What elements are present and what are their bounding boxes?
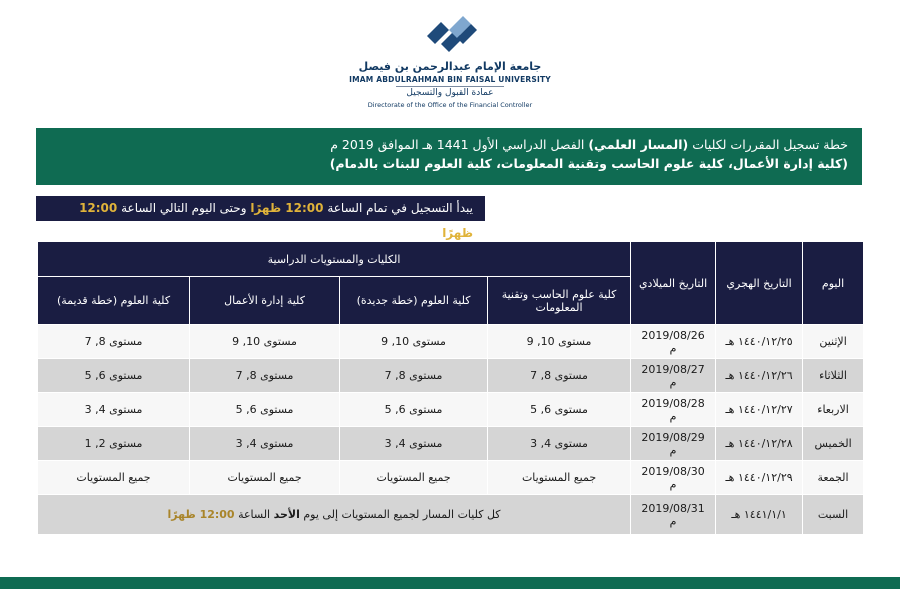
cell-science-new: مستوى 6, 5: [340, 393, 488, 427]
university-name-en: IMAM ABDULRAHMAN BIN FAISAL UNIVERSITY: [349, 75, 551, 84]
header-college-science-old: كلية العلوم (خطة قديمة): [38, 277, 190, 325]
cell-hijri: ١٤٤٠/١٢/٢٨ هـ: [716, 427, 803, 461]
cell-hijri: ١٤٤١/١/١ هـ: [716, 495, 803, 535]
banner-text-b: الفصل الدراسي الأول 1441 هـ الموافق 2019 م: [330, 137, 585, 152]
title-banner: [36, 128, 862, 185]
cell-science-old: مستوى 2, 1: [38, 427, 190, 461]
cell-day: الجمعة: [803, 461, 864, 495]
cell-gregorian: 2019/08/30 م: [631, 461, 716, 495]
banner-text-a: خطة تسجيل المقررات لكليات: [692, 137, 848, 152]
registration-notice: [36, 196, 485, 240]
header-college-computer: كلية علوم الحاسب وتقنية المعلومات: [488, 277, 631, 325]
table-row: [38, 461, 864, 495]
header-day: اليوم: [803, 242, 864, 325]
cell-day: السبت: [803, 495, 864, 535]
footer-bar: [0, 577, 900, 589]
table-row: [38, 427, 864, 461]
cell-computer: جميع المستويات: [488, 461, 631, 495]
header-colleges-levels: الكليات والمستويات الدراسية: [38, 242, 631, 277]
notice-text-1: يبدأ التسجيل في تمام الساعة: [327, 201, 473, 215]
cell-gregorian: 2019/08/27 م: [631, 359, 716, 393]
notice-text-2: وحتى اليوم التالي الساعة: [121, 201, 247, 215]
university-logo-icon: [419, 14, 481, 58]
cell-day: الخميس: [803, 427, 864, 461]
note-day: الأحد: [273, 508, 300, 521]
cell-hijri: ١٤٤٠/١٢/٢٧ هـ: [716, 393, 803, 427]
banner-line-2: (كلية إدارة الأعمال، كلية علوم الحاسب وتقنية المعلومات، كلية العلوم للبنات بالدمام): [329, 156, 848, 171]
deanship-name-en: Directorate of the Office of the Financial Controller: [367, 101, 533, 109]
cell-science-new: مستوى 4, 3: [340, 427, 488, 461]
cell-business: مستوى 6, 5: [190, 393, 340, 427]
cell-science-old: جميع المستويات: [38, 461, 190, 495]
banner-line-1: [50, 135, 848, 154]
cell-business: جميع المستويات: [190, 461, 340, 495]
header-college-science-new: كلية العلوم (خطة جديدة): [340, 277, 488, 325]
note-text-b: الساعة: [238, 508, 271, 521]
cell-day: الثلاثاء: [803, 359, 864, 393]
cell-gregorian: 2019/08/31 م: [631, 495, 716, 535]
cell-science-new: مستوى 10, 9: [340, 325, 488, 359]
note-time: 12:00 ظهرًا: [167, 508, 235, 521]
table-row: [38, 495, 864, 535]
cell-computer: مستوى 6, 5: [488, 393, 631, 427]
cell-computer: مستوى 8, 7: [488, 359, 631, 393]
table-row: [38, 325, 864, 359]
registration-schedule-table: [37, 241, 864, 535]
cell-science-old: مستوى 6, 5: [38, 359, 190, 393]
cell-science-new: جميع المستويات: [340, 461, 488, 495]
cell-business: مستوى 4, 3: [190, 427, 340, 461]
header-divider: [396, 86, 504, 87]
cell-final-note: [38, 495, 631, 535]
cell-gregorian: 2019/08/29 م: [631, 427, 716, 461]
cell-business: مستوى 8, 7: [190, 359, 340, 393]
cell-hijri: ١٤٤٠/١٢/٢٥ هـ: [716, 325, 803, 359]
cell-day: الاربعاء: [803, 393, 864, 427]
header-gregorian-date: التاريخ الميلادي: [631, 242, 716, 325]
cell-science-old: مستوى 8, 7: [38, 325, 190, 359]
cell-hijri: ١٤٤٠/١٢/٢٩ هـ: [716, 461, 803, 495]
notice-time-1: 12:00 ظهرًا: [250, 201, 324, 215]
cell-science-old: مستوى 4, 3: [38, 393, 190, 427]
banner-track: (المسار العلمي): [588, 137, 689, 152]
cell-day: الإثنين: [803, 325, 864, 359]
cell-gregorian: 2019/08/28 م: [631, 393, 716, 427]
header-college-business: كلية إدارة الأعمال: [190, 277, 340, 325]
table-row: [38, 393, 864, 427]
notice-time-2: 12:00 ظهرًا: [79, 201, 473, 240]
deanship-name-ar: عمادة القبول والتسجيل: [406, 88, 494, 98]
cell-gregorian: 2019/08/26 م: [631, 325, 716, 359]
cell-hijri: ١٤٤٠/١٢/٢٦ هـ: [716, 359, 803, 393]
university-name-ar: جامعة الإمام عبدالرحمن بن فيصل: [358, 60, 542, 73]
cell-science-new: مستوى 8, 7: [340, 359, 488, 393]
cell-business: مستوى 10, 9: [190, 325, 340, 359]
note-text-a: كل كليات المسار لجميع المستويات إلى يوم: [303, 508, 501, 521]
cell-computer: مستوى 4, 3: [488, 427, 631, 461]
cell-computer: مستوى 10, 9: [488, 325, 631, 359]
table-row: [38, 359, 864, 393]
header-hijri-date: التاريخ الهجري: [716, 242, 803, 325]
